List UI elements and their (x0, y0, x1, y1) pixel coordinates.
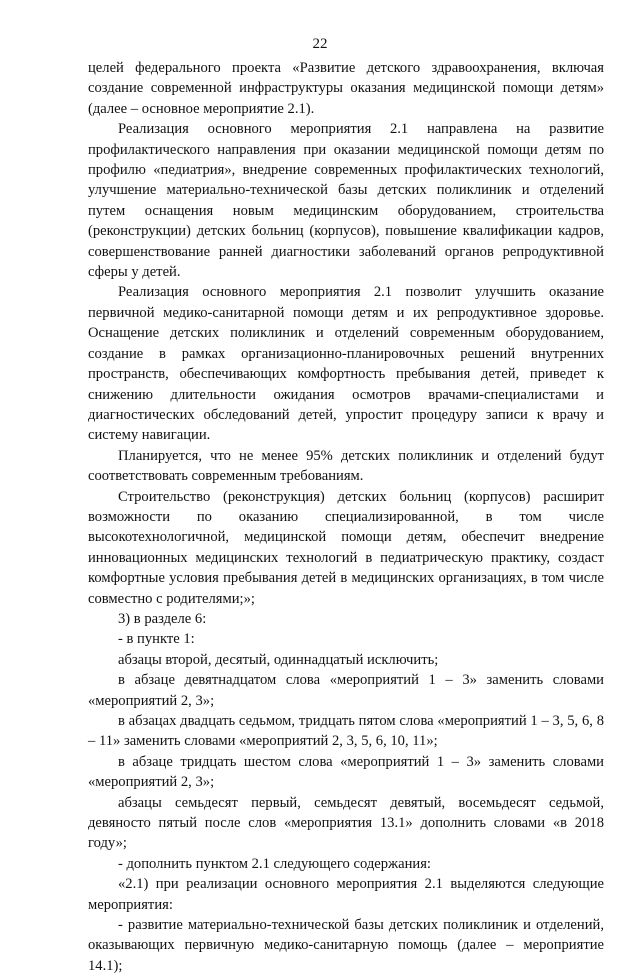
paragraph: Реализация основного мероприятия 2.1 позволит улучшить оказание первичной медико-санитарной помощи детям и их репродуктивное здоровье. Оснащение детских поликлиник и отделений современным оборудованием, создание в рамках организационно-планировочных решений внутренних пространств, обеспечивающих комфортность пребывания детей, приведет к снижению длительности ожидания осмотров врачами-специалистами и диагностических обследований детей, упростит процедуру записи к врачу и систему навигации. (88, 284, 604, 444)
paragraph: абзацы второй, десятый, одиннадцатый исключить; (118, 651, 439, 668)
paragraph: в абзацах двадцать седьмом, тридцать пятом слова «мероприятий 1 – 3, 5, 6, 8 – 11» заменить словами «мероприятий 2, 3, 5, 6, 10, 11»; (88, 713, 604, 750)
paragraph: - в пункте 1: (118, 631, 195, 648)
paragraph: 3) в разделе 6: (118, 610, 207, 627)
paragraph: - развитие материально-технической базы детских поликлиник и отделений, оказывающих первичную медико-санитарную помощь (далее – мероприятие 14.1); (88, 917, 604, 974)
paragraph: Строительство (реконструкция) детских больниц (корпусов) расширит возможности по оказанию специализированной, в том числе высокотехнологичной, медицинской помощи детям, обеспечит внедрение инновационных медицинских технологий в педиатрическую практику, создаст комфортные условия пребывания детей в медицинских организациях, в том числе совместно с родителями;»; (88, 488, 604, 607)
paragraph: в абзаце девятнадцатом слова «мероприятий 1 – 3» заменить словами «мероприятий 2, 3»; (88, 672, 604, 709)
paragraph: абзацы семьдесят первый, семьдесят девятый, восемьдесят седьмой, девяносто пятый после слов «мероприятия 13.1» дополнить словами «в 2018 году»; (88, 794, 604, 852)
paragraph: в абзаце тридцать шестом слова «мероприятий 1 – 3» заменить словами «мероприятий 2, 3»; (88, 753, 604, 791)
paragraph: Планируется, что не менее 95% детских поликлиник и отделений будут соответствовать современным требованиям. (88, 447, 604, 485)
paragraph: - дополнить пунктом 2.1 следующего содержания: (118, 855, 431, 872)
paragraph: «2.1) при реализации основного мероприятия 2.1 выделяются следующие мероприятия: (88, 876, 604, 913)
paragraph: целей федерального проекта «Развитие детского здравоохранения, включая создание современной инфраструктуры оказания медицинской помощи детям» (далее – основное мероприятие 2.1). (88, 60, 604, 117)
paragraph: Реализация основного мероприятия 2.1 направлена на развитие профилактического направления при оказании медицинской помощи детям по профилю «педиатрия», внедрение современных профилактических технологий, улучшение материально-технической базы детских поликлиник и отделений путем оснащения новым медицинским оборудованием, строительства (реконструкции) детских больниц (корпусов), повышение квалификации кадров, совершенствование ранней диагностики заболеваний органов репродуктивной сферы у детей. (88, 121, 604, 281)
page-number: 22 (312, 36, 328, 52)
document-body (88, 58, 604, 976)
